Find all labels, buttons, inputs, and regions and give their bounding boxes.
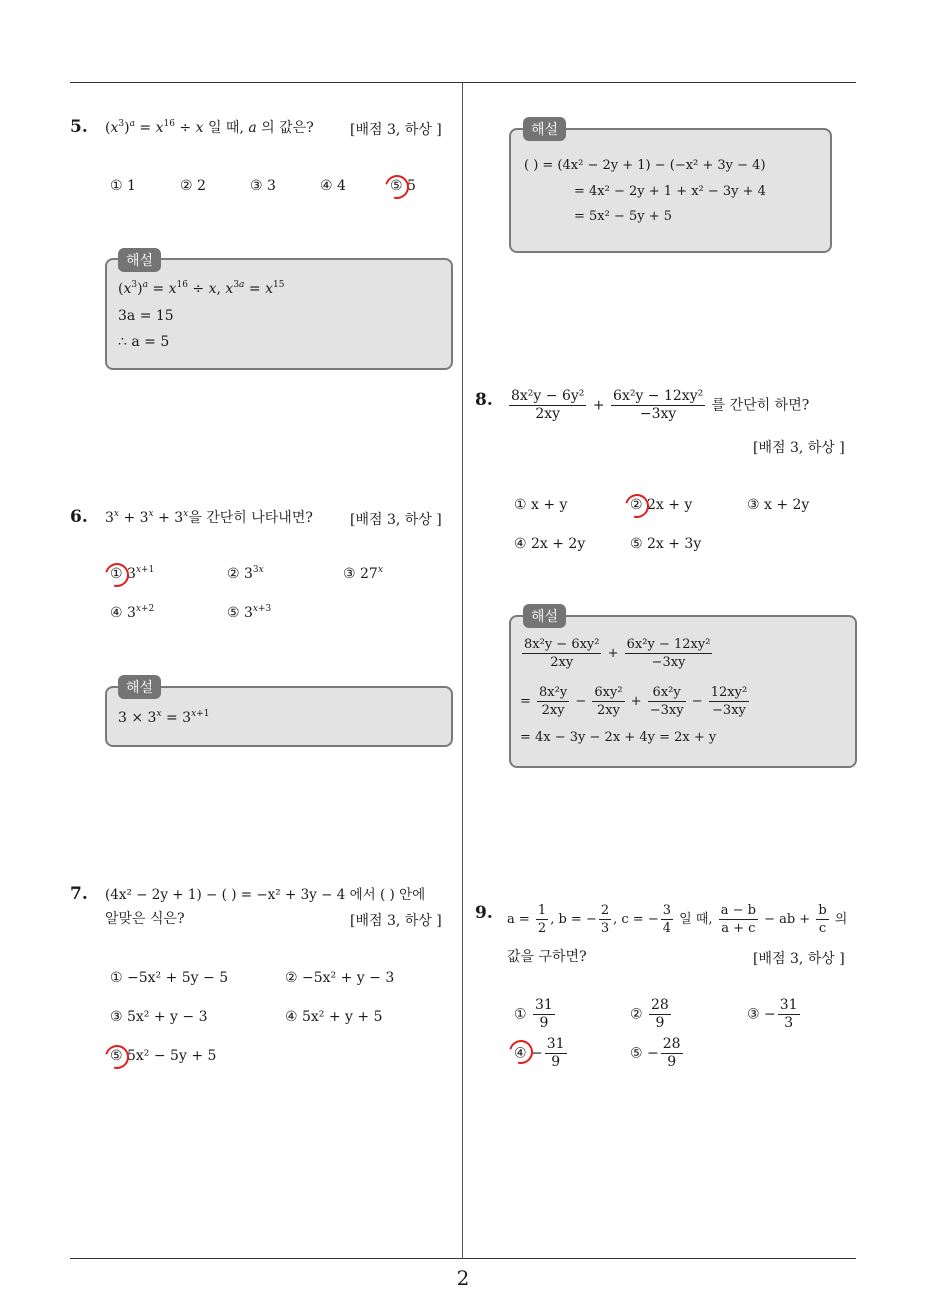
q7-option-5[interactable]: ⑤ 5x² − 5y + 5 [110, 1048, 217, 1064]
q9-number: 9. [475, 903, 493, 923]
q8-sol-frac-1 [522, 636, 601, 671]
q8-sol-frac-2-den: −3xy [651, 655, 686, 670]
bottom-rule [70, 1258, 856, 1259]
q8-sol-line-1: $\frac{\text{8x²y − 6xy²}}{2xy}$ + $\frac{\text{6x²y − 12xy²}}{-3xy}$ [524, 637, 711, 670]
q5-sol-line-1: $(x^3)^a = x^{16} \div x$, $x^{3a} = x^{15}$ [118, 280, 285, 297]
q9-option-5-label: ⑤ [630, 1045, 643, 1062]
q8-sol-frac-c-den: −3xy [649, 703, 684, 718]
q9-minus-ab: − ab + [764, 912, 811, 927]
q9-c-label: , c = − [613, 912, 659, 927]
q6-text: $3^x + 3^x + 3^x$을 간단히 나타내면? [105, 509, 313, 526]
q8-option-2[interactable]: ② 2x + y [630, 497, 693, 513]
q7-option-2[interactable]: ② −5x² + y − 3 [285, 970, 395, 986]
q9-b-num: 2 [600, 903, 610, 918]
q5-sol-line-3: ∴ a = 5 [118, 334, 170, 350]
q9-option-5[interactable] [630, 1036, 685, 1071]
q7-option-1[interactable]: ① −5x² + 5y − 5 [110, 970, 229, 986]
q8-solution-tag: 해설 [523, 604, 566, 628]
q8-sol-frac-c-num: 6x²y [648, 684, 686, 702]
q9-tail: 의 [834, 912, 848, 927]
q5-option-3[interactable]: ③ 3 [250, 178, 276, 194]
q8-frac-2 [611, 388, 705, 423]
q9-option-3-label: ③ [747, 1006, 760, 1023]
q9-f-den: c [818, 921, 827, 936]
q8-option-1[interactable]: ① x + y [514, 497, 568, 513]
q8-expression: $\frac{\text{8x²y − 6y²}}{2xy}$ + $\frac{\text{6x²y − 12xy²}}{-3xy}$ 를 간단히 하면? [511, 388, 810, 422]
q6-option-4[interactable]: ④ $3^{x+2}$ [110, 604, 155, 621]
q9-option-3[interactable] [747, 997, 802, 1032]
q9-a-label: a = [507, 912, 530, 927]
q9-option-2-den: 9 [655, 1015, 665, 1031]
q9-c-frac [661, 902, 673, 937]
q7-text-1: (4x² − 2y + 1) − ( ) = −x² + 3y − 4 에서 ( ) 안에 [105, 887, 426, 903]
q8-frac-2-num: 6x²y − 12xy² [613, 388, 704, 404]
q9-text-2: 값을 구하면? [507, 949, 587, 965]
q5-number: 5. [70, 117, 88, 137]
q9-b-label: , b = − [550, 912, 597, 927]
q8-sol-frac-d [709, 684, 749, 719]
q5-option-1[interactable]: ① 1 [110, 178, 136, 194]
q6-option-5[interactable]: ⑤ $3^{x+3}$ [227, 604, 272, 621]
q9-option-5-den: 9 [667, 1054, 677, 1070]
page-number: 2 [456, 1266, 470, 1290]
q9-f-num: b [818, 903, 827, 918]
q8-option-4[interactable]: ④ 2x + 2y [514, 536, 586, 552]
q6-option-2[interactable]: ② $3^{3x}$ [227, 565, 264, 582]
q9-a-num: 1 [537, 903, 547, 918]
q8-frac-2-den: −3xy [639, 406, 677, 422]
q9-a-den: 2 [537, 921, 547, 936]
q8-answer-mark [621, 490, 654, 523]
q5-text: $(x^3)^a = x^{16} \div x$ 일 때, a 의 값은? [105, 119, 314, 136]
q8-sol-frac-d-num: 12xy² [710, 685, 748, 700]
q9-e-den: a + c [721, 921, 756, 936]
q7-text-2: 알맞은 식은? [105, 911, 185, 927]
q5-solution-tag: 해설 [118, 248, 161, 272]
q8-sol-frac-b-num: 6xy² [594, 685, 623, 700]
q8-frac-1-num: 8x²y − 6y² [511, 388, 585, 404]
q9-b-frac [599, 902, 611, 937]
q9-a-frac [536, 902, 548, 937]
q8-sol-frac-c [648, 684, 686, 719]
q9-option-3-frac [778, 997, 800, 1032]
q6-meta: [배점 3, 하상 ] [350, 512, 442, 528]
q9-option-2-num: 28 [651, 997, 669, 1013]
q9-option-5-num: 28 [662, 1036, 681, 1052]
q9-option-4-frac [545, 1036, 567, 1071]
q6-answer-mark [101, 559, 134, 592]
q9-option-5-sign: − [647, 1045, 659, 1062]
q6-number: 6. [70, 507, 88, 527]
q7-meta: [배점 3, 하상 ] [350, 913, 442, 929]
q7-sol-line-1: ( ) = (4x² − 2y + 1) − (−x² + 3y − 4) [524, 158, 766, 173]
q9-option-5-frac [661, 1036, 683, 1071]
q6-option-3[interactable]: ③ 27$^x$ [343, 565, 383, 582]
q8-sol-frac-2 [625, 636, 713, 671]
q6-solution-tag: 해설 [118, 675, 161, 699]
q9-b-den: 3 [600, 921, 610, 936]
q7-answer-mark [101, 1041, 134, 1074]
column-divider [462, 83, 463, 1259]
q9-option-1-label: ① [514, 1006, 527, 1023]
q9-option-2-frac [649, 997, 671, 1032]
q9-option-4-label: ④ [514, 1045, 527, 1062]
q8-sol-line-2: = $\frac{\text{8x²y}}{2xy}$ − $\frac{\text{6xy²}}{2xy}$ + $\frac{\text{6x²y}}{-3xy}$ − $\frac{\text{12xy²}}{-3xy}$ [520, 685, 748, 718]
q9-expression [507, 902, 847, 937]
q6-sol-line-1: $3 \times 3^x = 3^{x+1}$ [118, 709, 210, 726]
q9-option-2-label: ② [630, 1006, 643, 1023]
q9-option-3-num: 31 [779, 997, 798, 1013]
q9-option-2[interactable] [630, 997, 673, 1032]
q8-sol-line-3: = 4x − 3y − 2x + 4y = 2x + y [520, 730, 717, 745]
q9-option-3-den: 3 [784, 1015, 794, 1031]
q9-option-4-num: 31 [546, 1036, 565, 1052]
q9-c-num: 3 [662, 903, 672, 918]
q5-option-5[interactable]: ⑤ 5 [390, 178, 416, 194]
q8-sol-frac-1-den: 2xy [550, 655, 574, 670]
q8-sol-frac-b-den: 2xy [596, 703, 620, 718]
q5-answer-mark [381, 171, 414, 204]
q8-frac-1 [509, 388, 586, 423]
q6-option-1[interactable]: ① $3^{x+1}$ [110, 565, 155, 582]
q9-meta: [배점 3, 하상 ] [753, 951, 845, 967]
q8-sol-frac-b [592, 684, 624, 719]
q9-option-1-num: 31 [535, 997, 553, 1013]
q5-option-2[interactable]: ② 2 [180, 178, 206, 194]
q8-number: 8. [475, 390, 493, 410]
q9-option-1-frac [533, 997, 555, 1032]
q9-option-4-den: 9 [551, 1054, 561, 1070]
q8-tail: 를 간단히 하면? [711, 397, 810, 414]
q9-c-den: 4 [662, 921, 672, 936]
q7-solution-tag: 해설 [523, 117, 566, 141]
q7-option-3[interactable]: ③ 5x² + y − 3 [110, 1009, 208, 1025]
q7-option-4[interactable]: ④ 5x² + y + 5 [285, 1009, 383, 1025]
q8-sol-frac-d-den: −3xy [712, 703, 746, 718]
top-rule [70, 82, 856, 83]
q5-option-4[interactable]: ④ 4 [320, 178, 346, 194]
q5-meta: [배점 3, 하상 ] [350, 122, 442, 138]
q9-e-frac [719, 902, 758, 937]
q9-f-frac [816, 902, 828, 937]
q8-sol-frac-a [537, 684, 569, 719]
q7-sol-line-3: = 5x² − 5y + 5 [574, 209, 673, 224]
q8-option-3[interactable]: ③ x + 2y [747, 497, 810, 513]
q8-sol-frac-a-num: 8x²y [539, 685, 568, 700]
q9-option-1[interactable] [514, 997, 557, 1032]
q9-option-1-den: 9 [539, 1015, 549, 1031]
q7-number: 7. [70, 884, 88, 904]
q5-sol-line-2: 3a = 15 [118, 308, 174, 324]
q7-sol-line-2: = 4x² − 2y + 1 + x² − 3y + 4 [574, 184, 766, 199]
q9-option-4-sign: − [531, 1045, 543, 1062]
q8-option-5[interactable]: ⑤ 2x + 3y [630, 536, 702, 552]
q9-e-num: a − b [720, 903, 756, 918]
q9-option-3-sign: − [764, 1006, 776, 1023]
q9-mid: 일 때, [679, 912, 713, 927]
q8-frac-1-den: 2xy [535, 406, 561, 422]
q8-sol-frac-2-num: 6x²y − 12xy² [626, 637, 711, 652]
q8-meta: [배점 3, 하상 ] [753, 440, 845, 456]
q8-sol-frac-a-den: 2xy [541, 703, 565, 718]
q8-sol-frac-1-num: 8x²y − 6xy² [524, 637, 600, 652]
